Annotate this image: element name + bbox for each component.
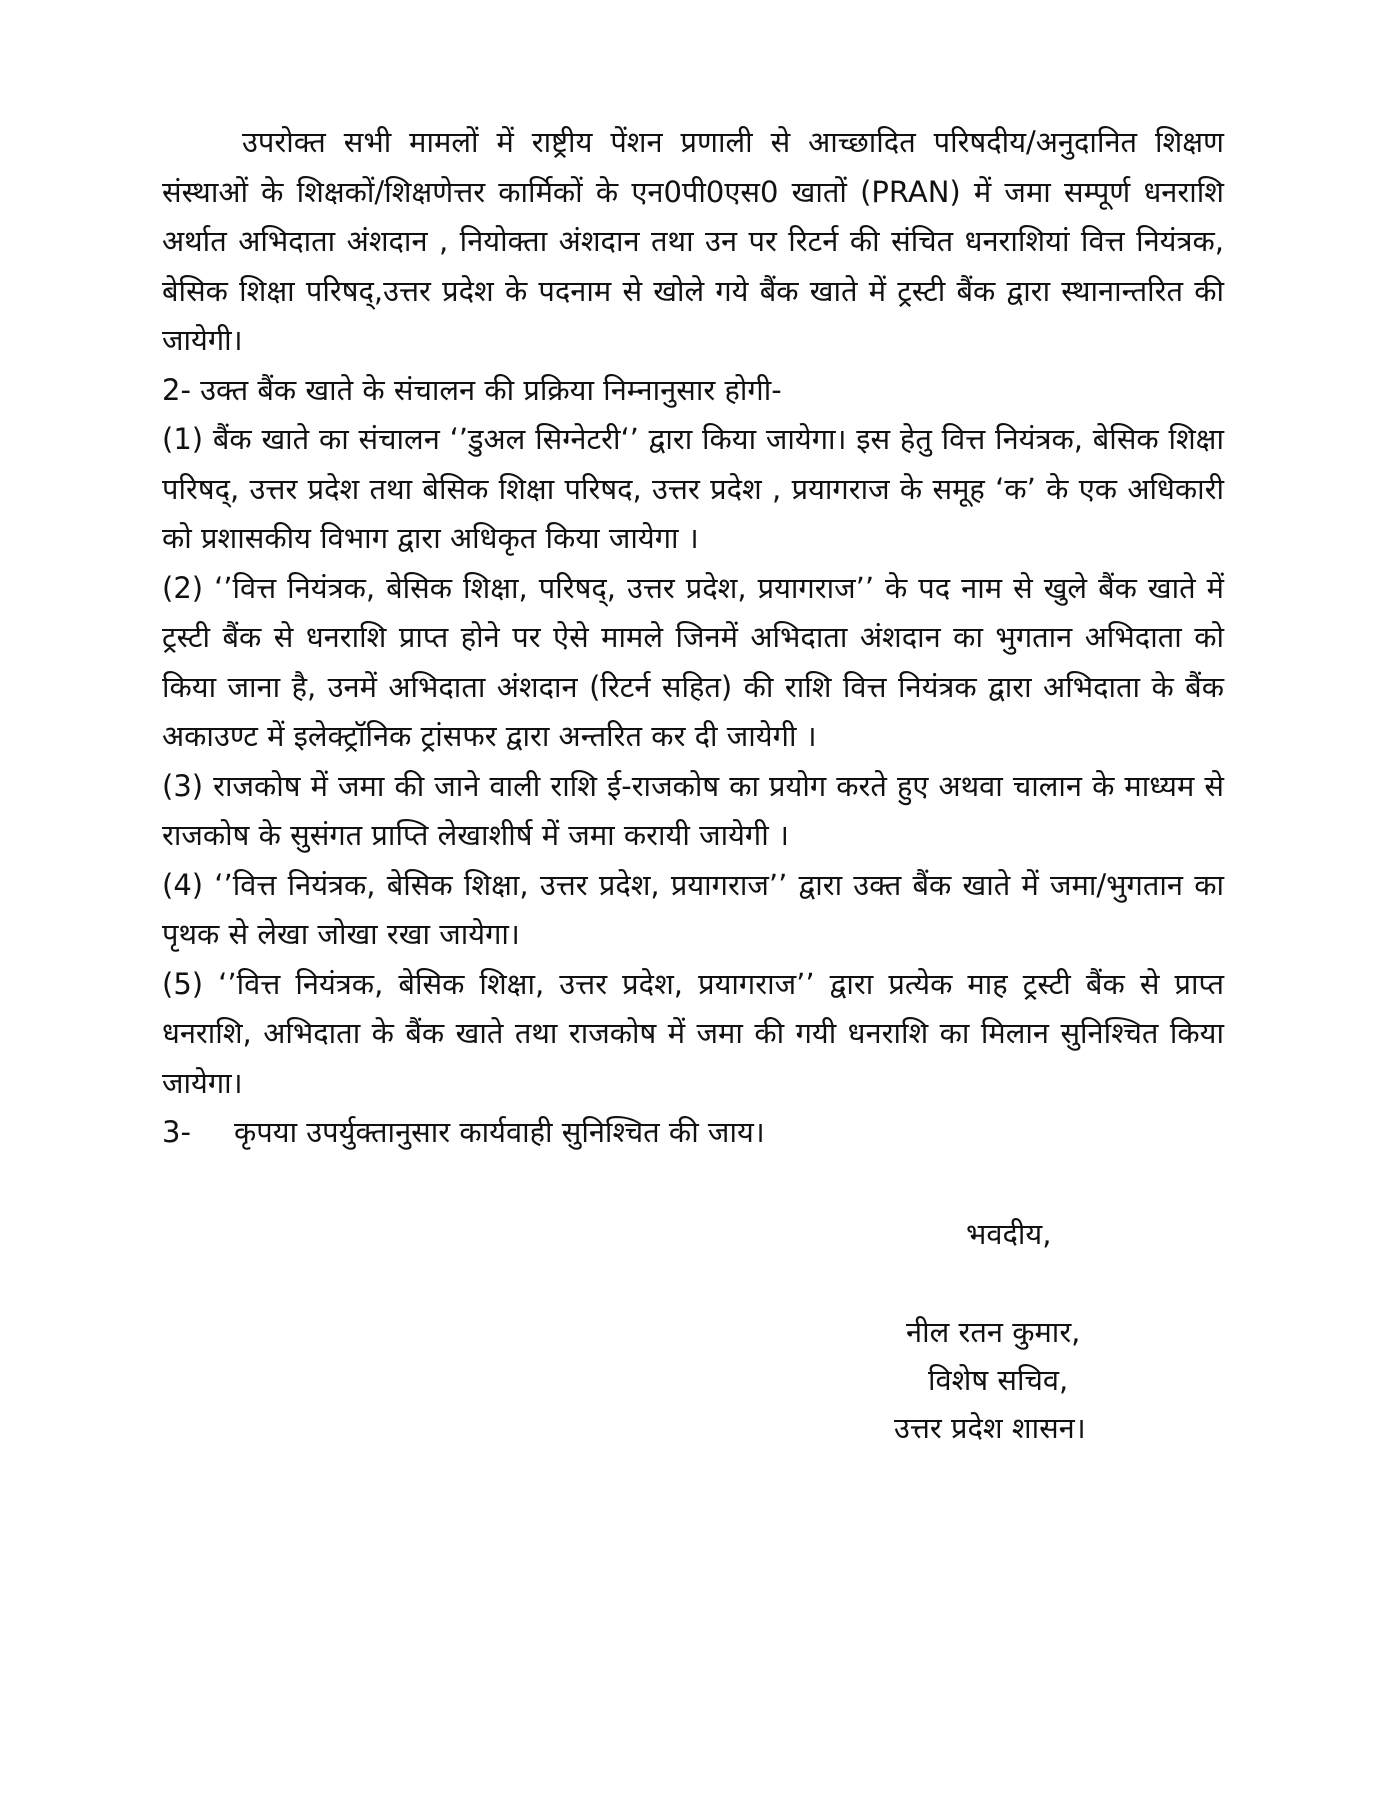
closing-salutation: भवदीय, <box>966 1217 1052 1251</box>
signatory-designation: विशेष सचिव, <box>928 1363 1069 1397</box>
sub-point-4: (4) ‘’वित्त नियंत्रक, बेसिक शिक्षा, उत्तर प्रदेश, प्रयागराज’’ द्वारा उक्त बैंक खाते में जमा/भुगतान का पृथक से लेखा जोखा रखा जायेगा। <box>162 867 1224 951</box>
point-2-heading: 2- उक्त बैंक खाते के संचालन की प्रक्रिया निम्नानुसार होगी- <box>162 372 782 407</box>
intro-paragraph: उपरोक्त सभी मामलों में राष्ट्रीय पेंशन प्रणाली से आच्छादित परिषदीय/अनुदानित शिक्षण संस्थाओं के शिक्षकों/शिक्षणेत्तर कार्मिकों के एन0पी0एस0 खातों (PRAN) में जमा सम्पूर्ण धनराशि अर्थात अभिदाता अंशदान , नियोक्ता अंशदान तथा उन पर रिटर्न की संचित धनराशियां वित्त नियंत्रक, बेसिक शिक्षा परिषद्,उत्तर प्रदेश के पदनाम से खोले गये बैंक खाते में ट्रस्टी बैंक द्वारा स्थानान्तरित की जायेगी। <box>162 125 1224 357</box>
point-3-text: कृपया उपर्युक्तानुसार कार्यवाही सुनिश्चित की जाय। <box>234 1115 765 1149</box>
signatory-name: नील रतन कुमार, <box>906 1315 1081 1349</box>
sub-point-3: (3) राजकोष में जमा की जाने वाली राशि ई-राजकोष का प्रयोग करते हुए अथवा चालान के माध्यम से राजकोष के सुसंगत प्राप्ति लेखाशीर्ष में जमा करायी जायेगी । <box>162 768 1224 852</box>
sub-point-1: (1) बैंक खाते का संचालन ‘’डुअल सिग्नेटरी‘’ द्वारा किया जायेगा। इस हेतु वित्त नियंत्रक, बेसिक शिक्षा परिषद्, उत्तर प्रदेश तथा बेसिक शिक्षा परिषद, उत्तर प्रदेश , प्रयागराज के समूह ‘क’ के एक अधिकारी को प्रशासकीय विभाग द्वारा अधिकृत किया जायेगा । <box>162 422 1224 555</box>
letter-body <box>162 118 1224 1158</box>
point-3 <box>162 1108 1224 1158</box>
point-3-number: 3- <box>162 1115 191 1149</box>
sub-point-2: (2) ‘’वित्त नियंत्रक, बेसिक शिक्षा, परिषद्, उत्तर प्रदेश, प्रयागराज’’ के पद नाम से खुले बैंक खाते में ट्रस्टी बैंक से धनराशि प्राप्त होने पर ऐसे मामले जिनमें अभिदाता अंशदान का भुगतान अभिदाता को किया जाना है, उनमें अभिदाता अंशदान (रिटर्न सहित) की राशि वित्त नियंत्रक द्वारा अभिदाता के बैंक अकाउण्ट में इलेक्ट्रॉनिक ट्रांसफर द्वारा अन्तरित कर दी जायेगी । <box>162 570 1224 753</box>
sub-point-5: (5) ‘’वित्त नियंत्रक, बेसिक शिक्षा, उत्तर प्रदेश, प्रयागराज’’ द्वारा प्रत्येक माह ट्रस्टी बैंक से प्राप्त धनराशि, अभिदाता के बैंक खाते तथा राजकोष में जमा की गयी धनराशि का मिलान सुनिश्चित किया जायेगा। <box>162 966 1224 1100</box>
signatory-office: उत्तर प्रदेश शासन। <box>894 1411 1086 1445</box>
